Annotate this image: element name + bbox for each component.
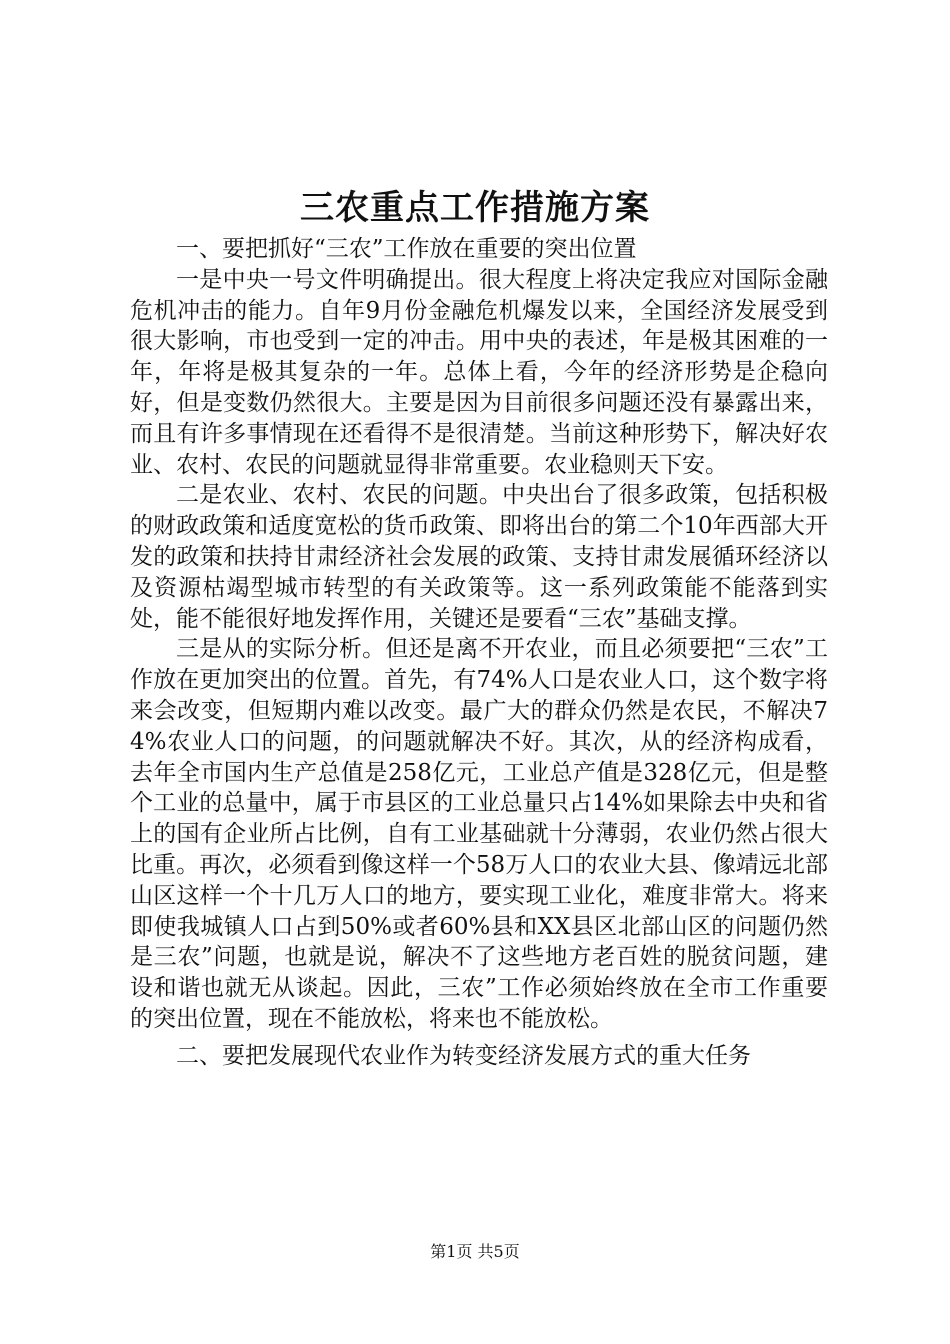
- paragraph-2: 二是农业、农村、农民的问题。中央出台了很多政策，包括积极的财政政策和适度宽松的货币政策、即将出台的第二个10年西部大开发的政策和扶持甘肃经济社会发展的政策、支持甘肃发展循环经济以及资源枯竭型城市转型的有关政策等。这一系列政策能不能落到实处，能不能很好地发挥作用，关键还是要看“三农”基础支撑。: [130, 482, 828, 632]
- paragraph-3: 三是从的实际分析。但还是离不开农业，而且必须要把“三农”工作放在更加突出的位置。首先，有74%人口是农业人口，这个数字将来会改变，但短期内难以改变。最广大的群众仍然是农民，不解决74%农业人口的问题，的问题就解决不好。其次，从的经济构成看，去年全市国内生产总值是258亿元，工业总产值是328亿元，但是整个工业的总量中，属于市县区的工业总量只占14%如果除去中央和省上的国有企业所占比例，自有工业基础就十分薄弱，农业仍然占很大比重。再次，必须看到像这样一个58万人口的农业大县、像靖远北部山区这样一个十几万人口的地方，要实现工业化，难度非常大。将来即使我城镇人口占到50%或者60%县和XX县区北部山区的问题仍然是三农”问题，也就是说，解决不了这些地方老百姓的脱贫问题，建设和谐也就无从谈起。因此，三农”工作必须始终放在全市工作重要的突出位置，现在不能放松，将来也不能放松。: [130, 636, 828, 1032]
- paragraph-1: 一是中央一号文件明确提出。很大程度上将决定我应对国际金融危机冲击的能力。自年9月份金融危机爆发以来，全国经济发展受到很大影响，市也受到一定的冲击。用中央的表述，年是极其困难的一年，年将是极其复杂的一年。总体上看，今年的经济形势是企稳向好，但是变数仍然很大。主要是因为目前很多问题还没有暴露出来，而且有许多事情现在还看得不是很清楚。当前这种形势下，解决好农业、农村、农民的问题就显得非常重要。农业稳则天下安。: [130, 266, 828, 478]
- page-footer: 第1页 共5页: [430, 1242, 520, 1261]
- section-heading-1: 一、要把抓好“三农”工作放在重要的突出位置: [176, 236, 637, 262]
- document-body: [130, 234, 828, 1072]
- section-heading-2: 二、要把发展现代农业作为转变经济发展方式的重大任务: [176, 1042, 751, 1069]
- document-title: 三农重点工作措施方案: [300, 188, 650, 228]
